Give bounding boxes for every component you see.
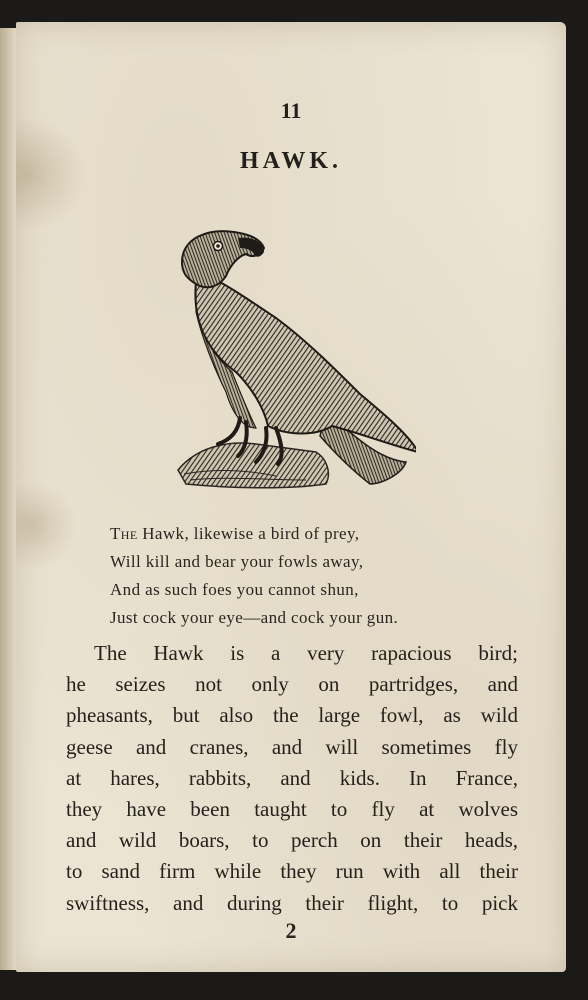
verse bbox=[110, 520, 530, 632]
prose-line: at hares, rabbits, and kids. In France, bbox=[66, 765, 518, 790]
page-title: HAWK. bbox=[239, 148, 342, 174]
prose-line: he seizes not only on partridges, and bbox=[66, 672, 518, 697]
prose-line: and wild boars, to perch on their heads, bbox=[66, 828, 518, 853]
hawk-woodcut-illustration bbox=[156, 222, 416, 502]
prose-paragraph bbox=[66, 638, 518, 919]
book-page bbox=[16, 22, 566, 972]
prose-line: pheasants, but also the large fowl, as wild bbox=[66, 703, 518, 728]
verse-line-3: And as such foes you cannot shun, bbox=[110, 580, 359, 599]
verse-line-1 bbox=[110, 520, 530, 548]
signature-mark: 2 bbox=[285, 918, 297, 943]
prose-line: swiftness, and during their flight, to pick bbox=[66, 890, 518, 915]
verse-lead-word: The bbox=[110, 524, 138, 543]
prose-line: to sand firm while they run with all their bbox=[66, 859, 518, 884]
page-number: 11 bbox=[280, 98, 302, 123]
verse-line-4: Just cock your eye—and cock your gun. bbox=[110, 608, 399, 627]
verse-line-1-rest: Hawk, likewise a bird of prey, bbox=[137, 524, 360, 543]
prose-line: geese and cranes, and will sometimes fly bbox=[66, 734, 518, 759]
facing-page-edge bbox=[0, 28, 16, 970]
prose-line: The Hawk is a very rapacious bird; bbox=[94, 641, 518, 665]
verse-line-2: Will kill and bear your fowls away, bbox=[110, 552, 364, 571]
prose-line: they have been taught to fly at wolves bbox=[66, 797, 518, 822]
